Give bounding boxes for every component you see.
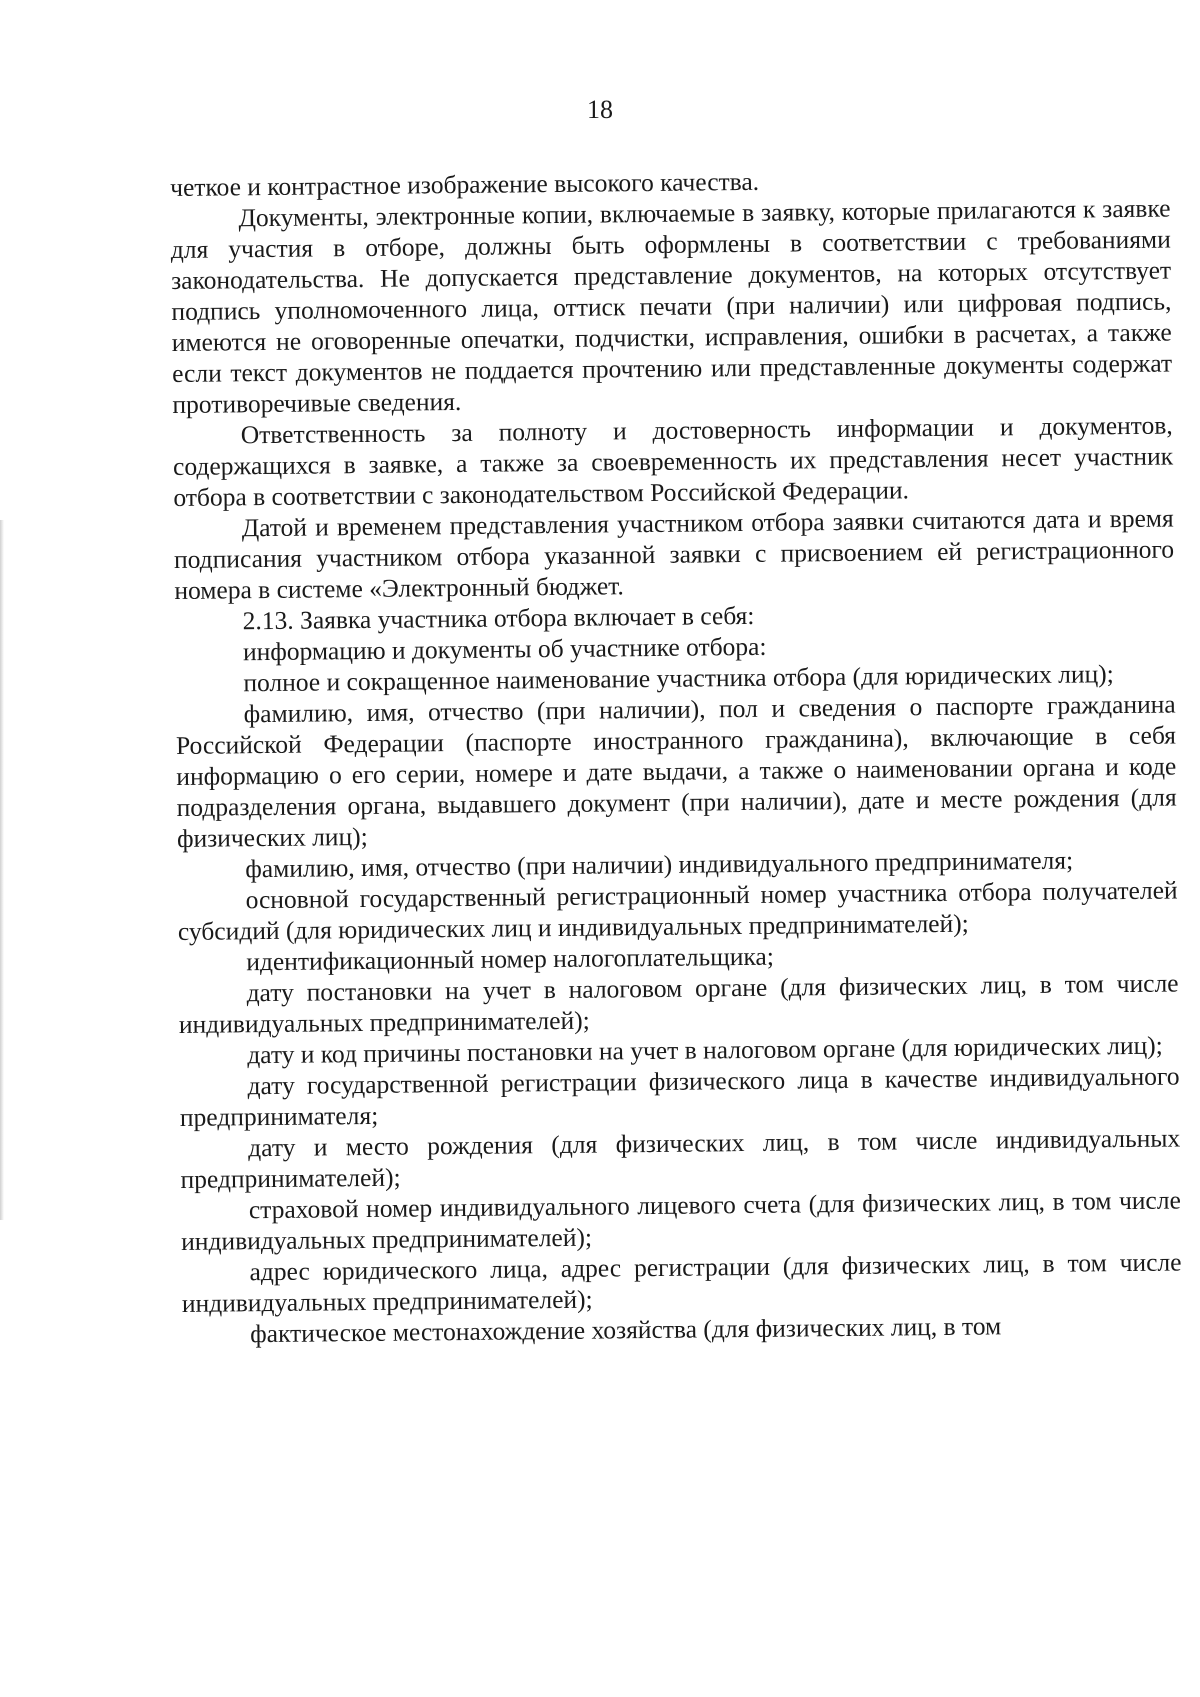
paragraph: Документы, электронные копии, включаемые в заявку, которые прилагаются к заявке для участия в отборе, должны быть оформлены в соответствии с требованиями законодательства. Не допускается представление документов, на которых отсутствует подпись уполномоченного лица, оттиск печати (при наличии) или цифровая подпись, имеются не оговоренные опечатки, подчистки, исправления, ошибки в расчетах, а также если текст документов не поддается прочтению или представленные документы содержат противоречивые сведения. <box>170 193 1173 419</box>
scan-edge-shadow <box>0 520 4 1220</box>
page-number: 18 <box>587 95 613 124</box>
paragraph: фактическое местонахождение хозяйства (для физических лиц, в том <box>250 1311 1002 1349</box>
paragraph: идентификационный номер налогоплательщика; <box>246 941 775 977</box>
paragraph: 2.13. Заявка участника отбора включает в себя: <box>242 600 755 636</box>
paragraph: четкое и контрастное изображение высокого качества. <box>170 166 760 202</box>
paragraph: страховой номер индивидуального лицевого счета (для физических лиц, в том числе индивидуальных предпринимателей); <box>181 1185 1181 1256</box>
paragraph: Датой и временем представления участником отбора заявки считаются дата и время подписания участником отбора указанной заявки с присвоением ей регистрационного номера в системе «Электронный бюджет. <box>173 503 1175 605</box>
paragraph: дату государственной регистрации физического лица в качестве индивидуального предпринимателя; <box>179 1061 1180 1132</box>
paragraph: фамилию, имя, отчество (при наличии) индивидуального предпринимателя; <box>245 845 1074 884</box>
paragraph: основной государственный регистрационный номер участника отбора получателей субсидий (для юридических лиц и индивидуальных предпринимателей); <box>177 875 1178 946</box>
paragraph: информацию и документы об участнике отбора: <box>242 631 767 667</box>
paragraph: полное и сокращенное наименование участника отбора (для юридических лиц); <box>243 659 1114 698</box>
paragraph: Ответственность за полноту и достоверность информации и документов, содержащихся в заявке, а также за своевременность их представления несет участник отбора в соответствии с законодательством Российской Федерации. <box>172 410 1174 512</box>
paragraph: фамилию, имя, отчество (при наличии), пол и сведения о паспорте гражданина Российской Федерации (паспорте иностранного гражданина), включающие в себя информацию о его серии, номере и дате выдачи, а также о наименовании органа и коде подразделения органа, выдавшего документ (при наличии), дате и месте рождения (для физических лиц); <box>175 689 1177 853</box>
paragraph: дату и место рождения (для физических лиц, в том числе индивидуальных предпринимателей); <box>180 1123 1181 1194</box>
paragraph: дату постановки на учет в налоговом органе (для физических лиц, в том числе индивидуальных предпринимателей); <box>178 968 1179 1039</box>
paragraph: дату и код причины постановки на учет в налоговом органе (для юридических лиц); <box>247 1030 1163 1070</box>
document-body <box>170 162 1182 1350</box>
paragraph: адрес юридического лица, адрес регистрации (для физических лиц, в том числе индивидуальных предпринимателей); <box>181 1247 1182 1318</box>
